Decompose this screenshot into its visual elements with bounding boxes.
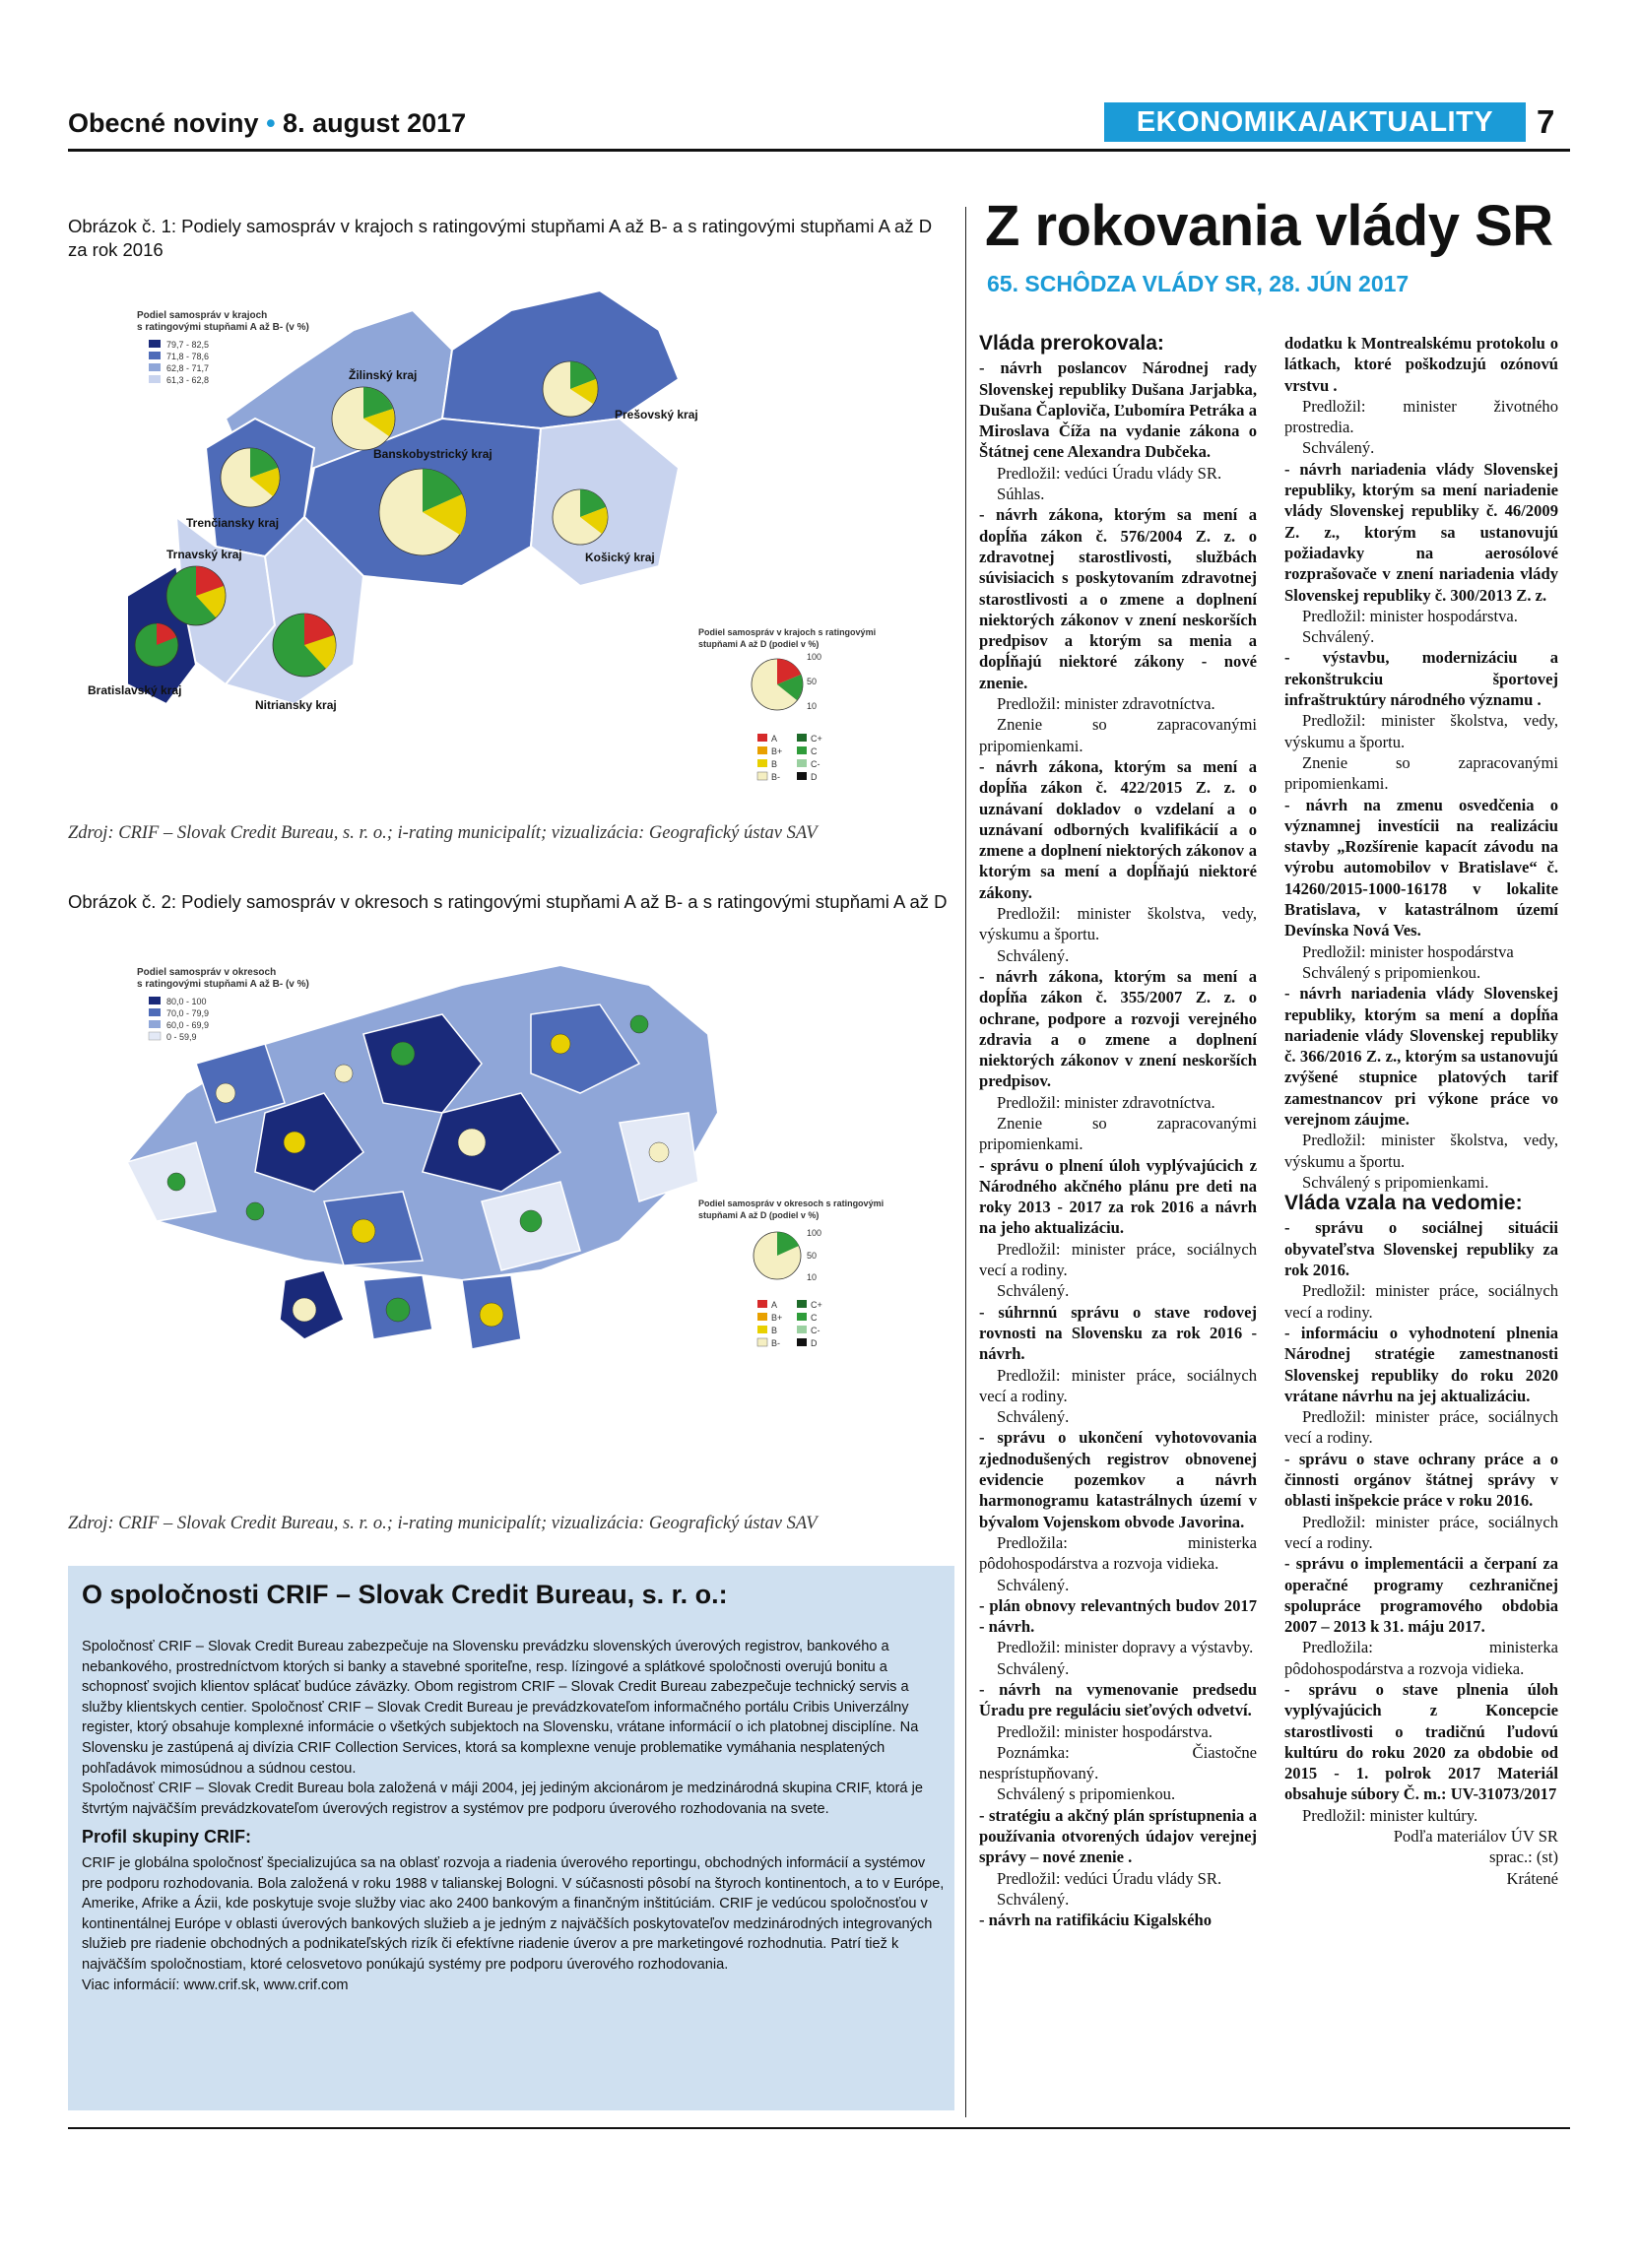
agenda-note: Súhlas. — [997, 485, 1045, 504]
agenda-item: - návrh zákona, ktorým sa mení a dopĺňa zákon č. 422/2015 Z. z. o uznávaní dokladov o vzdelaní a o uznávaní odborných kvalifikácií a o zmene a doplnení niektorých zákonov a ktorým sa mení a dopĺňajú niektoré zákony. — [979, 756, 1257, 902]
label-kosicky: Košický kraj — [585, 551, 655, 564]
legend-item-2: 71,8 - 78,6 — [166, 352, 210, 361]
agenda-item: - informáciu o vyhodnotení plnenia Národnej stratégie zamestnanosti Slovenskej republiky do roku 2020 vrátane návrhu na jej aktualizáciu. — [1284, 1323, 1558, 1405]
map2-svg — [68, 945, 954, 1497]
agenda-note: Podľa materiálov ÚV SR — [1393, 1827, 1558, 1847]
crif-p1: Spoločnosť CRIF – Slovak Credit Bureau zabezpečuje na Slovensku prevádzku slovenských úverových registrov, bankového a nebankového, prostredníctvom ktorých si banky a stavebné sporiteľne, resp. lízingové a splátkové spoločnosti overujú bonitu a schopnosť svojich klientov splácať budúce záväzky. Obom registrom CRIF – Slovak Credit Bureau zabezpečuje technický servis a služby klientskych centier. Spoločnosť CRIF – Slovak Credit Bureau je prevádzkovateľom informačného portálu Cribis Univerzálny register, ktorý obsahuje komplexné informácie o všetkých subjektoch na Slovensku, vrátane informácií o ich platobnej disciplíne. Na Slovensku je zastúpená aj divízia CRIF Collection Services, ktorá sa komplexne venuje problematike vymáhania nesplatených pohľadávok mimosúdnou a súdnou cestou. — [82, 1639, 919, 1777]
pie-nitriansky — [273, 614, 336, 677]
agenda-item: - návrh na ratifikáciu Kigalského — [979, 1911, 1213, 1930]
agenda-item: - návrh nariadenia vlády Slovenskej republiky, ktorým sa mení a dopĺňa nariadenie vlády Slovenskej republiky č. 366/2016 Z. z., ktorým sa ustanovujú zvýšené stupnice platových tarif zamestnancov pri výkone práce vo verejnom záujme. — [1284, 984, 1558, 1129]
agenda-note: Schválený s pripomienkami. — [1302, 1172, 1489, 1192]
agenda-note: Predložil: minister zdravotníctva. — [997, 1092, 1215, 1112]
paper-name: Obecné noviny — [68, 108, 259, 138]
agenda-note: Predložil: minister hospodárstva. — [1302, 606, 1518, 625]
grade2-d: D — [811, 1338, 818, 1348]
label-presovsky: Prešovský kraj — [615, 408, 698, 421]
agenda-item: - správu o sociálnej situácii obyvateľstva Slovenskej republiky za rok 2016. — [1284, 1218, 1558, 1280]
agenda-item: - návrh zákona, ktorým sa mení a dopĺňa zákon č. 355/2007 Z. z. o ochrane, podpore a rozvoji verejného zdravia a o zmene a doplnení niektorých zákonov v znení neskorších predpisov. — [979, 966, 1257, 1091]
grade2-cminus: C- — [811, 1326, 820, 1335]
agenda-note: Schválený. — [997, 1407, 1070, 1427]
map1-legend-title: Podiel samospráv v krajoch — [137, 310, 268, 321]
agenda-note: sprac.: (st) — [1488, 1847, 1558, 1867]
agenda-note: Predložil: minister školstva, vedy, výskumu a športu. — [1284, 1131, 1558, 1171]
agenda-item: - správu o stave ochrany práce a o činnosti orgánov štátnej správy v oblasti inšpekcie práce v roku 2016. — [1284, 1449, 1558, 1511]
svg-text:stupňami A až D (podiel v %): stupňami A až D (podiel v %) — [698, 1210, 820, 1220]
grade-b: B — [771, 759, 778, 769]
agenda-note: Predložil: minister práce, sociálnych vecí a rodiny. — [979, 1239, 1257, 1280]
svg-text:s ratingovými stupňami A až B-: s ratingovými stupňami A až B- (v %) — [137, 322, 309, 333]
grade2-a: A — [771, 1300, 778, 1310]
grade-a: A — [771, 734, 778, 744]
label-bratislavsky: Bratislavský kraj — [88, 683, 182, 697]
agenda-note: Schválený. — [997, 1281, 1070, 1301]
label-trenciansky: Trenčiansky kraj — [186, 516, 280, 530]
column-heading: Vláda prerokovala: — [979, 332, 1164, 355]
footer-rule — [68, 2127, 1570, 2129]
grade-cminus: C- — [811, 759, 820, 769]
legend2-item-3: 60,0 - 69,9 — [166, 1020, 210, 1030]
page-number: 7 — [1537, 103, 1555, 140]
scale2-10: 10 — [807, 1272, 818, 1282]
agenda-note: Schválený. — [997, 1889, 1070, 1909]
legend-swatch-2 — [149, 352, 161, 359]
legend2-item-4: 0 - 59,9 — [166, 1032, 197, 1042]
agenda-note: Krátené — [1506, 1868, 1558, 1888]
agenda-item: - návrh nariadenia vlády Slovenskej republiky, ktorým sa mení nariadenie vlády Slovenskej republiky č. 46/2009 Z. z., ktorým sa ustanovujú požiadavky na aerosólové rozprašovače v znení nariadenia vlády Slovenskej republiky č. 300/2013 Z. z. — [1284, 459, 1558, 605]
column-divider — [965, 207, 966, 2117]
map1-svg — [68, 271, 954, 817]
agenda-note: Predložila: ministerka pôdohospodárstva a rozvoja vidieka. — [1284, 1638, 1558, 1678]
section-label: EKONOMIKA/AKTUALITY — [1104, 102, 1526, 142]
pie-banskobystricky — [379, 469, 466, 555]
agenda-note: Predložil: minister práce, sociálnych vecí a rodiny. — [1284, 1512, 1558, 1552]
map2-legend-title: Podiel samospráv v okresoch — [137, 967, 277, 978]
pie-bratislavsky — [135, 623, 178, 667]
figure2-map — [68, 945, 954, 1497]
pie-zilinsky — [332, 387, 395, 450]
agenda-note: Znenie so zapracovanými pripomienkami. — [979, 715, 1257, 755]
agenda-note: Predložil: minister kultúry. — [1302, 1805, 1478, 1825]
pie-kosicky — [553, 489, 608, 545]
legend-item-3: 62,8 - 71,7 — [166, 363, 210, 373]
label-trnavsky: Trnavský kraj — [166, 548, 242, 561]
agenda-note: Schválený s pripomienkou. — [997, 1784, 1176, 1804]
pie-trenciansky — [221, 448, 280, 507]
grade-cplus: C+ — [811, 734, 822, 744]
agenda-note: Schválený. — [1302, 438, 1375, 458]
agenda-note: Predložil: vedúci Úradu vlády SR. — [997, 1868, 1222, 1888]
agenda-note: Znenie so zapracovanými pripomienkami. — [1284, 752, 1558, 794]
pie2-legend-title: Podiel samospráv v okresoch s ratingovými — [698, 1199, 885, 1208]
crif-p2: Spoločnosť CRIF – Slovak Credit Bureau bola založená v máji 2004, jej jediným akcionárom je medzinárodná skupina CRIF, ktorá je štvrtým najväčším prevádzkovateľom úverových registrov a systémov pre podporu úverového rozhodovania na svete. — [82, 1781, 923, 1817]
masthead — [68, 108, 466, 139]
header-rule — [68, 149, 1570, 152]
agenda-note: Predložil: minister životného prostredia. — [1284, 396, 1558, 437]
column-heading: Vláda vzala na vedomie: — [1284, 1192, 1523, 1215]
article-column-1 — [979, 333, 1257, 1931]
agenda-note: Predložil: minister práce, sociálnych vecí a rodiny. — [1284, 1407, 1558, 1448]
legend-swatch-4 — [149, 375, 161, 383]
scale2-100: 100 — [807, 1228, 822, 1238]
agenda-note: Predložil: minister školstva, vedy, výskumu a športu. — [1284, 711, 1558, 751]
agenda-item: - plán obnovy relevantných budov 2017 - návrh. — [979, 1595, 1257, 1637]
grade-d: D — [811, 772, 818, 782]
agenda-note: Predložil: minister zdravotníctva. — [997, 694, 1215, 714]
crif-box — [68, 1566, 954, 2110]
issue-date: 8. august 2017 — [283, 108, 467, 138]
agenda-note: Schválený. — [1302, 627, 1375, 647]
agenda-note: Schválený. — [997, 1575, 1070, 1594]
grade-c: C — [811, 746, 818, 756]
crif-p3: CRIF je globálna spoločnosť špecializujúca sa na oblasť rozvoja a riadenia úverového reportingu, obchodných informácií a systémov pre podporu rozhodovania. Bola založená v roku 1988 v talianskej Bologni. V súčasnosti pôsobí na štyroch kontinentoch, a to v Európe, Amerike, Afrike a Ázii, kde poskytuje svoje služby viac ako 2400 bankovým a finančným inštitúciám. CRIF je vedúcou spoločnosťou v kontinentálnej Európe v oblasti úverových bankových služieb a je jedným z najväčších poskytovateľov medzinárodných integrovaných služieb pre riadenie obchodných a podnikateľských rizík či efektívne riadenie úverov a pre marketingové rozhodnutia. Patrí tiež k najväčším spoločnostiam, ktoré celosvetovo ponúkajú systémy pre podporu úverového rozhodovania. — [82, 1854, 945, 1973]
pie-legend-title: Podiel samospráv v krajoch s ratingovými — [698, 627, 877, 637]
label-banskobystricky: Banskobystrický kraj — [373, 447, 492, 461]
agenda-item: - správu o stave plnenia úloh vyplývajúcich z Koncepcie starostlivosti o tradičnú ľudovú kultúru do roku 2020 za obdobie od 2015 - 1. polrok 2017 Materiál obsahuje súbory Č. m.: UV-31073/2017 — [1284, 1680, 1558, 1804]
agenda-note: Predložila: ministerka pôdohospodárstva a rozvoja vidieka. — [979, 1532, 1257, 1574]
agenda-item: - súhrnnú správu o stave rodovej rovnosti na Slovensku za rok 2016 - návrh. — [979, 1302, 1257, 1364]
pie-trnavsky — [166, 566, 226, 625]
scale-100: 100 — [807, 652, 822, 662]
grade-bplus: B+ — [771, 746, 783, 756]
grade2-bplus: B+ — [771, 1313, 783, 1323]
svg-text:stupňami A až D (podiel v %): stupňami A až D (podiel v %) — [698, 639, 820, 649]
grade2-cplus: C+ — [811, 1300, 822, 1310]
agenda-note: Poznámka: Čiastočne nesprístupňovaný. — [979, 1742, 1257, 1783]
legend2-item-2: 70,0 - 79,9 — [166, 1008, 210, 1018]
scale-50: 50 — [807, 677, 818, 686]
separator-dot: • — [266, 108, 284, 138]
agenda-note: Predložil: minister hospodárstva. — [997, 1721, 1213, 1741]
legend-swatch-1 — [149, 340, 161, 348]
agenda-item: - správu o ukončení vyhotovovania zjednodušených registrov obnovenej evidencie pozemkov a návrh harmonogramu katastrálnych území v bývalom Vojenskom obvode Javorina. — [979, 1428, 1257, 1531]
crif-text — [82, 1637, 945, 1995]
legend2-item-1: 80,0 - 100 — [166, 997, 207, 1006]
pie-presovsky — [543, 361, 598, 417]
agenda-item: dodatku k Montrealskému protokolu o látkach, ktoré poškodzujú ozónovú vrstvu . — [1284, 334, 1558, 395]
agenda-item: - návrh na vymenovanie predsedu Úradu pre reguláciu sieťových odvetví. — [979, 1680, 1257, 1720]
legend-swatch-3 — [149, 363, 161, 371]
agenda-item: - stratégiu a akčný plán sprístupnenia a používania otvorených údajov verejnej správy – nové znenie . — [979, 1805, 1257, 1867]
agenda-note: Predložil: minister dopravy a výstavby. — [997, 1638, 1254, 1657]
agenda-note: Predložil: vedúci Úradu vlády SR. — [997, 463, 1222, 483]
figure1-caption: Obrázok č. 1: Podiely samospráv v krajoch s ratingovými stupňami A až B- a s ratingovými stupňami A až D za rok 2016 — [68, 216, 933, 260]
agenda-item: - správu o implementácii a čerpaní za operačné programy cezhraničnej spolupráce programového obdobia 2007 – 2013 k 31. máju 2017. — [1284, 1554, 1558, 1637]
agenda-note: Schválený. — [997, 1658, 1070, 1678]
agenda-item: - výstavbu, modernizáciu a rekonštrukciu športovej infraštruktúry národného významu . — [1284, 648, 1558, 710]
agenda-note: Predložil: minister hospodárstva — [1302, 941, 1514, 961]
agenda-note: Znenie so zapracovanými pripomienkami. — [979, 1113, 1257, 1154]
agenda-item: - návrh zákona, ktorým sa mení a dopĺňa zákon č. 576/2004 Z. z. o zdravotnej starostlivosti, službách súvisiacich s poskytovaním zdravotnej starostlivosti a o zmene a doplnení niektorých zákonov v znení neskorších predpisov a ktorým sa menia a dopĺňajú niektoré zákony - nové znenie. — [979, 505, 1257, 692]
agenda-note: Schválený s pripomienkou. — [1302, 962, 1481, 982]
crif-p4: Viac informácií: www.crif.sk, www.crif.com — [82, 1976, 349, 1993]
grade-bminus: B- — [771, 772, 780, 782]
agenda-item: - správu o plnení úloh vyplývajúcich z Národného akčného plánu pre deti na roky 2013 - 2017 za rok 2016 a návrh na jeho aktualizáciu. — [979, 1155, 1257, 1238]
figure2-source: Zdroj: CRIF – Slovak Credit Bureau, s. r. o.; i-rating municipalít; vizualizácia: Geografický ústav SAV — [68, 1514, 818, 1533]
crif-profile-heading: Profil skupiny CRIF: — [82, 1827, 252, 1847]
legend-item-4: 61,3 - 62,8 — [166, 375, 210, 385]
article-subtitle: 65. SCHÔDZA VLÁDY SR, 28. JÚN 2017 — [987, 271, 1410, 296]
figure2-caption: Obrázok č. 2: Podiely samospráv v okresoch s ratingovými stupňami A až B- a s ratingovými stupňami A až D — [68, 891, 948, 912]
agenda-note: Predložil: minister práce, sociálnych vecí a rodiny. — [979, 1365, 1257, 1405]
article-column-2 — [1284, 333, 1558, 1889]
scale-10: 10 — [807, 701, 818, 711]
article-title: Z rokovania vlády SR — [985, 194, 1553, 258]
crif-heading: O spoločnosti CRIF – Slovak Credit Bureau, s. r. o.: — [82, 1580, 728, 1609]
scale2-50: 50 — [807, 1251, 818, 1261]
agenda-note: Predložil: minister práce, sociálnych vecí a rodiny. — [1284, 1281, 1558, 1322]
grade2-b: B — [771, 1326, 778, 1335]
grade2-bminus: B- — [771, 1338, 780, 1348]
label-nitriansky: Nitriansky kraj — [255, 698, 337, 712]
agenda-note: Predložil: minister školstva, vedy, výskumu a športu. — [979, 904, 1257, 944]
grade2-c: C — [811, 1313, 818, 1323]
agenda-note: Schválený. — [997, 945, 1070, 965]
label-zilinsky: Žilinský kraj — [349, 368, 418, 382]
svg-text:s ratingovými stupňami A až B-: s ratingovými stupňami A až B- (v %) — [137, 979, 309, 990]
agenda-item: - návrh na zmenu osvedčenia o významnej investícii na realizáciu stavby „Rozšírenie kapacít závodu na výrobu automobilov v Bratislave“ č. 14260/2015-1000-16178 v lokalite Bratislava, v katastrálnom území Devínska Nová Ves. — [1284, 795, 1558, 940]
figure1-map — [68, 271, 954, 817]
figure1-source: Zdroj: CRIF – Slovak Credit Bureau, s. r. o.; i-rating municipalít; vizualizácia: Geografický ústav SAV — [68, 823, 818, 843]
legend-item-1: 79,7 - 82,5 — [166, 340, 210, 350]
agenda-item: - návrh poslancov Národnej rady Slovenskej republiky Dušana Jarjabka, Dušana Čaploviča, Ľubomíra Petráka a Miroslava Číža na vydanie zákona o Štátnej cene Alexandra Dubčeka. — [979, 358, 1257, 462]
